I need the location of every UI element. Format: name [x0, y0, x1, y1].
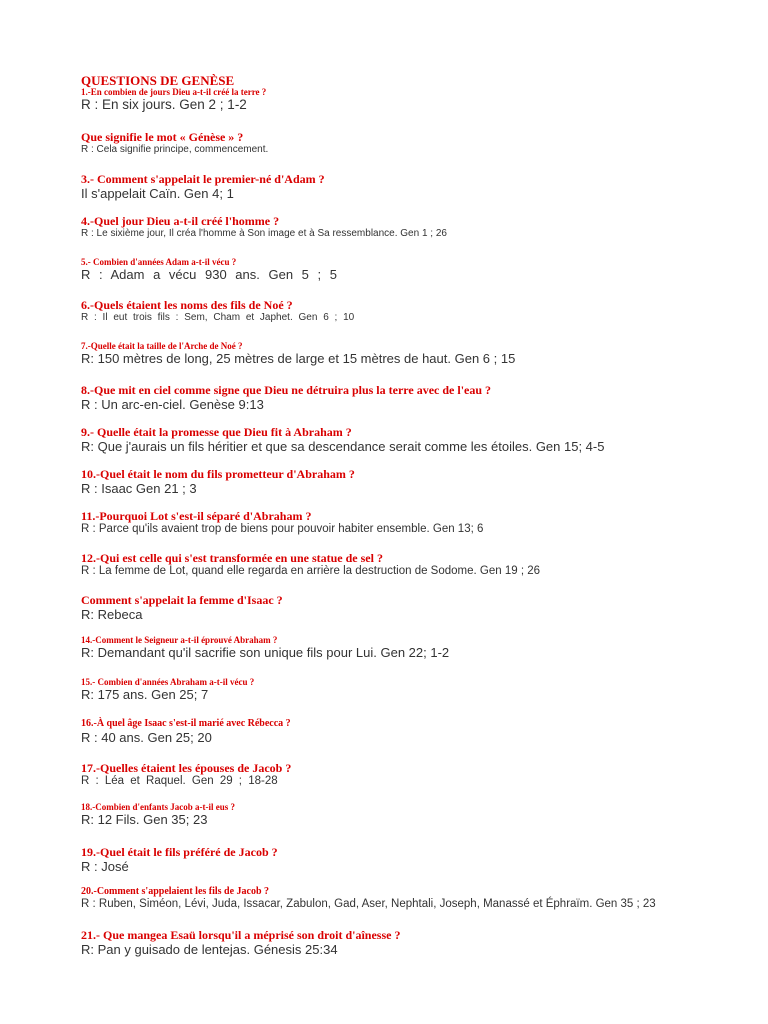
question-7: 7.-Quelle était la taille de l'Arche de Noé ? [81, 341, 243, 351]
answer-18: R: 12 Fils. Gen 35; 23 [81, 812, 208, 828]
qa-item-20 [81, 887, 656, 911]
qa-item-15 [81, 678, 254, 703]
qa-item-3 [81, 173, 325, 201]
question-12: 12.-Qui est celle qui s'est transformée en une statue de sel ? [81, 551, 383, 565]
answer-15: R: 175 ans. Gen 25; 7 [81, 687, 209, 703]
answer-9: R: Que j'aurais un fils héritier et que sa descendance serait comme les étoiles. Gen 15; 4-5 [81, 438, 605, 454]
answer-20: R : Ruben, Siméon, Lévi, Juda, Issacar, Zabulon, Gad, Aser, Nephtali, Joseph, Manassé et Éphraïm. Gen 35 ; 23 [81, 897, 656, 910]
answer-7: R: 150 mètres de long, 25 mètres de large et 15 mètres de haut. Gen 6 ; 15 [81, 351, 516, 367]
qa-item-14 [81, 636, 449, 661]
question-5: 5.- Combien d'années Adam a-t-il vécu ? [81, 257, 237, 267]
answer-8: R : Un arc-en-ciel. Genèse 9:13 [81, 396, 264, 412]
question-21: 21.- Que mangea Esaü lorsqu'il a méprisé son droit d'aînesse ? [81, 928, 401, 942]
document-header [81, 74, 266, 113]
document-title: QUESTIONS DE GENÈSE [81, 73, 235, 88]
question-17: 17.-Quelles étaient les épouses de Jacob ? [81, 761, 292, 775]
question-14: 14.-Comment le Seigneur a-t-il éprouvé Abraham ? [81, 635, 278, 645]
qa-item-16 [81, 719, 291, 745]
question-18: 18.-Combien d'enfants Jacob a-t-il eus ? [81, 802, 236, 812]
answer-19: R : José [81, 858, 129, 874]
qa-item-13 [81, 594, 283, 622]
question-8: 8.-Que mit en ciel comme signe que Dieu ne détruira plus la terre avec de l'eau ? [81, 383, 492, 397]
qa-item-17 [81, 762, 291, 788]
question-6: 6.-Quels étaient les noms des fils de Noé ? [81, 298, 293, 312]
qa-item-9 [81, 426, 604, 454]
question-19: 19.-Quel était le fils préféré de Jacob ? [81, 845, 278, 859]
answer-10: R : Isaac Gen 21 ; 3 [81, 480, 197, 496]
question-2: Que signifie le mot « Génèse » ? [81, 130, 244, 144]
qa-item-11 [81, 510, 483, 536]
answer-21: R: Pan y guisado de lentejas. Génesis 25:34 [81, 941, 338, 957]
question-11: 11.-Pourquoi Lot s'est-il séparé d'Abraham ? [81, 509, 312, 523]
answer-13: R: Rebeca [81, 606, 143, 622]
answer-4: R : Le sixième jour, Il créa l'homme à Son image et à Sa ressemblance. Gen 1 ; 26 [81, 227, 447, 239]
answer-6: R : Il eut trois fils : Sem, Cham et Japhet. Gen 6 ; 10 [81, 311, 355, 323]
qa-item-5 [81, 258, 337, 283]
qa-item-21 [81, 929, 400, 957]
answer-2: R : Cela signifie principe, commencement. [81, 143, 269, 155]
question-16: 16.-À quel âge Isaac s'est-il marié avec Rébecca ? [81, 718, 291, 729]
qa-item-18 [81, 803, 235, 828]
qa-item-2 [81, 131, 268, 156]
answer-5: R : Adam a vécu 930 ans. Gen 5 ; 5 [81, 267, 337, 283]
answer-12: R : La femme de Lot, quand elle regarda en arrière la destruction de Sodome. Gen 19 ; 26 [81, 564, 541, 577]
answer-1: R : En six jours. Gen 2 ; 1-2 [81, 97, 247, 113]
answer-14: R: Demandant qu'il sacrifie son unique fils pour Lui. Gen 22; 1-2 [81, 645, 450, 661]
question-1: 1.-En combien de jours Dieu a-t-il créé la terre ? [81, 86, 267, 97]
qa-item-7 [81, 342, 515, 367]
question-4: 4.-Quel jour Dieu a-t-il créé l'homme ? [81, 214, 280, 228]
qa-item-4 [81, 215, 447, 240]
answer-17: R : Léa et Raquel. Gen 29 ; 18-28 [81, 774, 278, 787]
qa-item-8 [81, 384, 491, 412]
question-13: Comment s'appelait la femme d'Isaac ? [81, 593, 283, 607]
answer-3: Il s'appelait Caïn. Gen 4; 1 [81, 185, 234, 201]
qa-item-19 [81, 846, 278, 874]
question-9: 9.- Quelle était la promesse que Dieu fit à Abraham ? [81, 425, 352, 439]
question-3: 3.- Comment s'appelait le premier-né d'Adam ? [81, 172, 325, 186]
answer-11: R : Parce qu'ils avaient trop de biens pour pouvoir habiter ensemble. Gen 13; 6 [81, 522, 484, 535]
answer-16: R : 40 ans. Gen 25; 20 [81, 729, 212, 745]
qa-item-12 [81, 552, 540, 578]
question-15: 15.- Combien d'années Abraham a-t-il vécu ? [81, 677, 255, 687]
question-20: 20.-Comment s'appelaient les fils de Jacob ? [81, 886, 270, 897]
qa-item-6 [81, 299, 354, 324]
qa-item-10 [81, 468, 355, 496]
question-10: 10.-Quel était le nom du fils prometteur d'Abraham ? [81, 467, 355, 481]
